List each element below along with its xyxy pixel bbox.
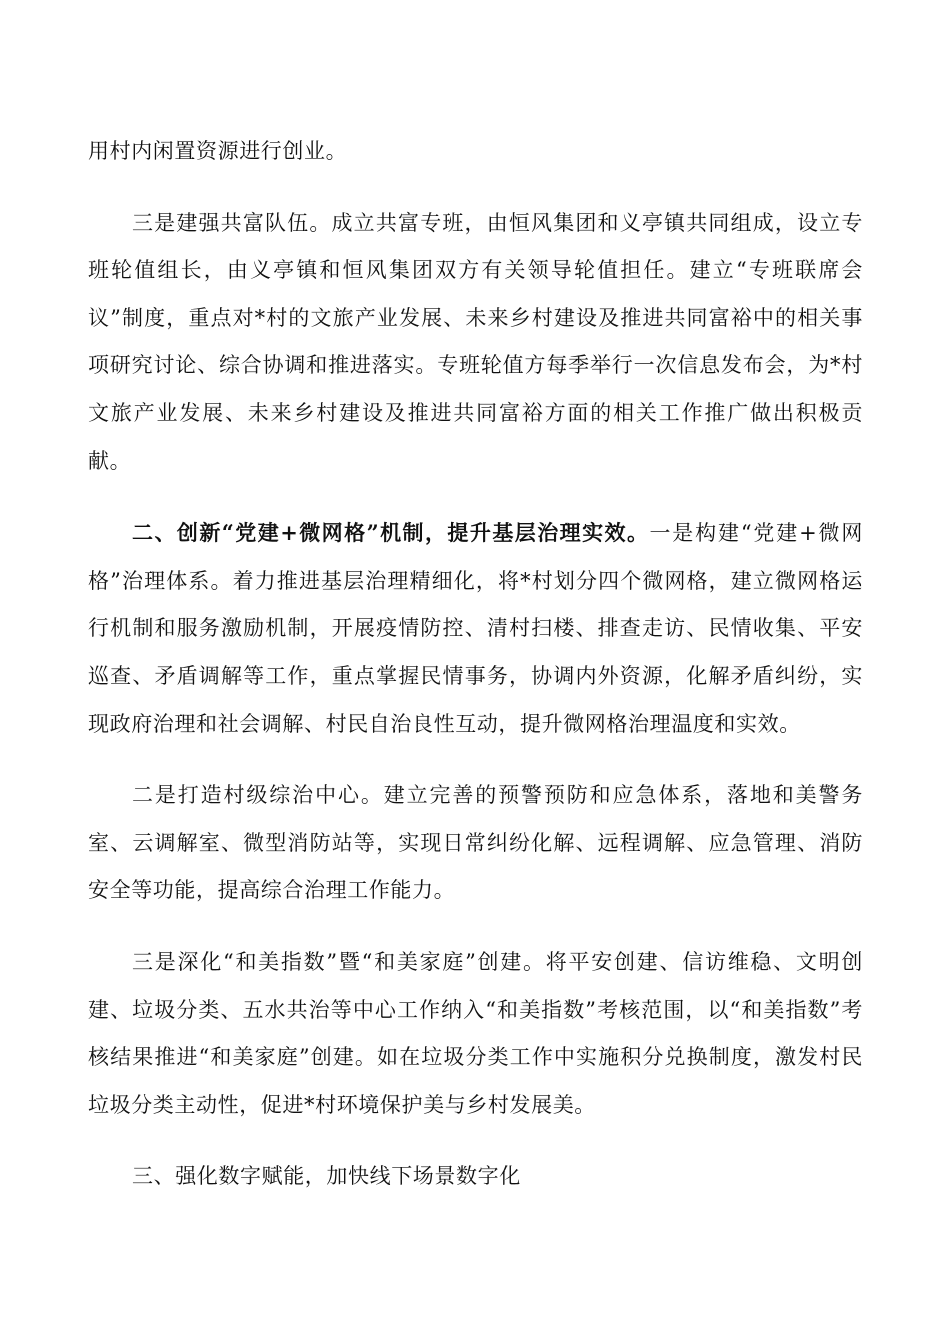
document-body <box>88 128 863 1225</box>
section-two-heading: 二、创新“党建+微网格”机制，提升基层治理实效。 <box>132 520 650 546</box>
paragraph-continuation: 用村内闲置资源进行创业。 <box>88 139 348 163</box>
paragraph-section-two <box>88 509 863 748</box>
paragraph-harmony-index: 三是深化“和美指数”暨“和美家庭”创建。将平安创建、信访维稳、文明创建、垃圾分类、五水共治等中心工作纳入“和美指数”考核范围，以“和美指数”考核结果推进“和美家庭”创建。如在垃圾分类工作中实施积分兑换制度，激发村民垃圾分类主动性，促进*村环境保护美与乡村发展美。 <box>88 949 863 1117</box>
paragraph-section-three-heading: 三、强化数字赋能，加快线下场景数字化 <box>132 1164 521 1189</box>
section-two-body: 一是构建“党建+微网格”治理体系。着力推进基层治理精细化，将*村划分四个微网格，建立微网格运行机制和服务激励机制，开展疫情防控、清村扫楼、排查走访、民情收集、平安巡查、矛盾调解等工作，重点掌握民情事务，协调内外资源，化解矛盾纠纷，实现政府治理和社会调解、村民自治良性互动，提升微网格治理温度和实效。 <box>88 521 863 736</box>
paragraph-comprehensive-center: 二是打造村级综治中心。建立完善的预警预防和应急体系，落地和美警务室、云调解室、微型消防站等，实现日常纠纷化解、远程调解、应急管理、消防安全等功能，提高综合治理工作能力。 <box>88 783 863 903</box>
paragraph-build-team: 三是建强共富队伍。成立共富专班，由恒风集团和义亭镇共同组成，设立专班轮值组长，由义亭镇和恒风集团双方有关领导轮值担任。建立“专班联席会议”制度，重点对*村的文旅产业发展、未来乡村建设及推进共同富裕中的相关事项研究讨论、综合协调和推进落实。专班轮值方每季举行一次信息发布会，为*村文旅产业发展、未来乡村建设及推进共同富裕方面的相关工作推广做出积极贡献。 <box>88 210 863 473</box>
